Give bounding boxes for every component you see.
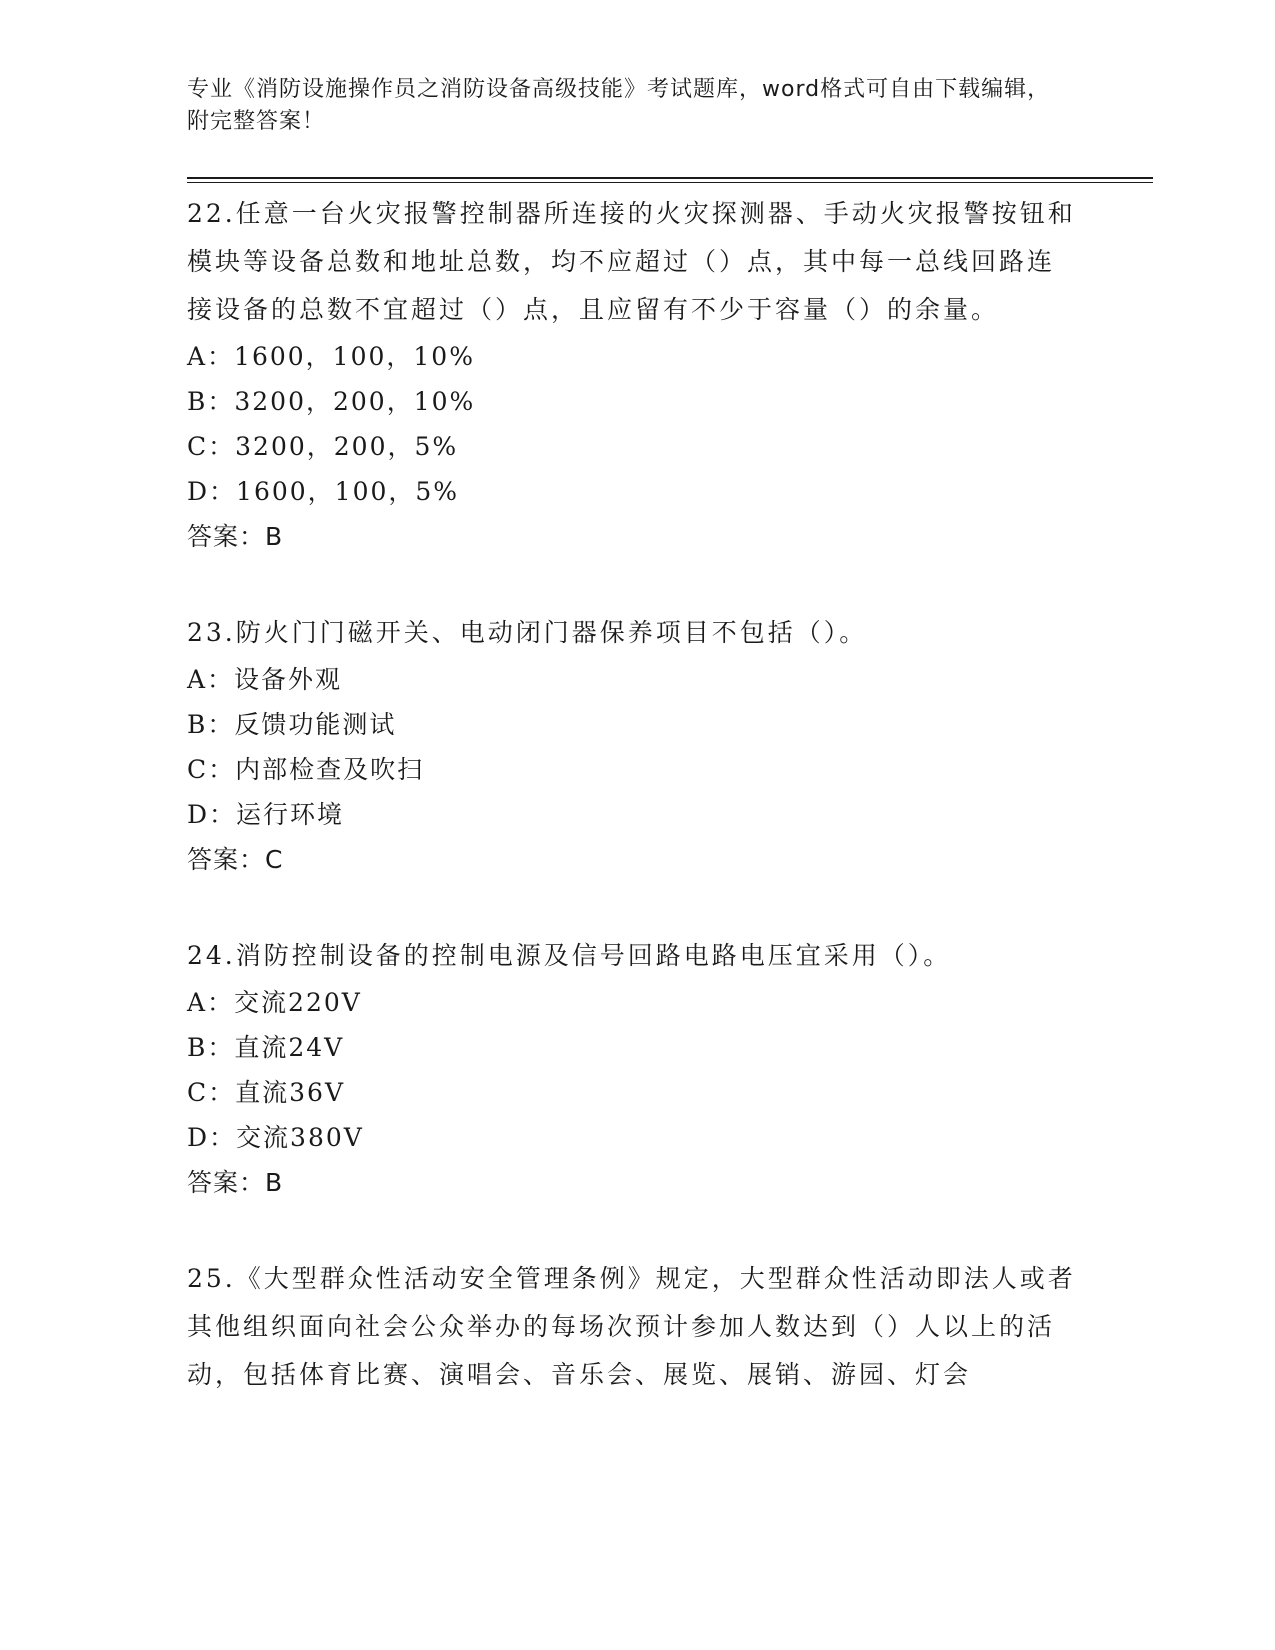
header-divider-thick	[187, 177, 1153, 179]
header-divider-thin	[187, 182, 1153, 183]
option-list	[187, 657, 1077, 837]
option-c: C：内部检查及吹扫	[187, 755, 425, 784]
question-23	[187, 605, 1077, 882]
question-22	[187, 186, 1077, 559]
option-d: D：1600，100，5%	[187, 477, 460, 506]
question-stem: 25.《大型群众性活动安全管理条例》规定，大型群众性活动即法人或者其他组织面向社会公众举办的每场次预计参加人数达到（）人以上的活动，包括体育比赛、演唱会、音乐会、展览、展销、游园、灯会	[187, 1264, 1076, 1389]
option-d: D：交流380V	[187, 1123, 364, 1152]
option-a: A：设备外观	[187, 665, 343, 694]
option-a: A：交流220V	[187, 988, 362, 1017]
option-d: D：运行环境	[187, 800, 345, 829]
question-stem: 22.任意一台火灾报警控制器所连接的火灾探测器、手动火灾报警按钮和模块等设备总数和地址总数，均不应超过（）点，其中每一总线回路连接设备的总数不宜超过（）点，且应留有不少于容量（）的余量。	[187, 199, 1076, 324]
option-b: B：反馈功能测试	[187, 710, 397, 739]
option-a: A：1600，100，10%	[187, 342, 475, 371]
question-stem: 24.消防控制设备的控制电源及信号回路电路电压宜采用（）。	[187, 941, 952, 970]
answer-line: 答案：B	[187, 522, 284, 551]
question-list	[187, 186, 1077, 1445]
option-list	[187, 980, 1077, 1160]
option-list	[187, 334, 1077, 514]
question-stem: 23.防火门门磁开关、电动闭门器保养项目不包括（）。	[187, 618, 868, 647]
option-c: C：直流36V	[187, 1078, 345, 1107]
answer-line: 答案：C	[187, 845, 284, 874]
option-c: C：3200，200，5%	[187, 432, 459, 461]
option-b: B：3200，200，10%	[187, 387, 476, 416]
option-b: B：直流24V	[187, 1033, 345, 1062]
document-header: 专业《消防设施操作员之消防设备高级技能》考试题库，word格式可自由下载编辑，附完整答案！	[187, 77, 1051, 134]
answer-line: 答案：B	[187, 1168, 284, 1197]
question-24	[187, 928, 1077, 1205]
question-25	[187, 1251, 1077, 1399]
